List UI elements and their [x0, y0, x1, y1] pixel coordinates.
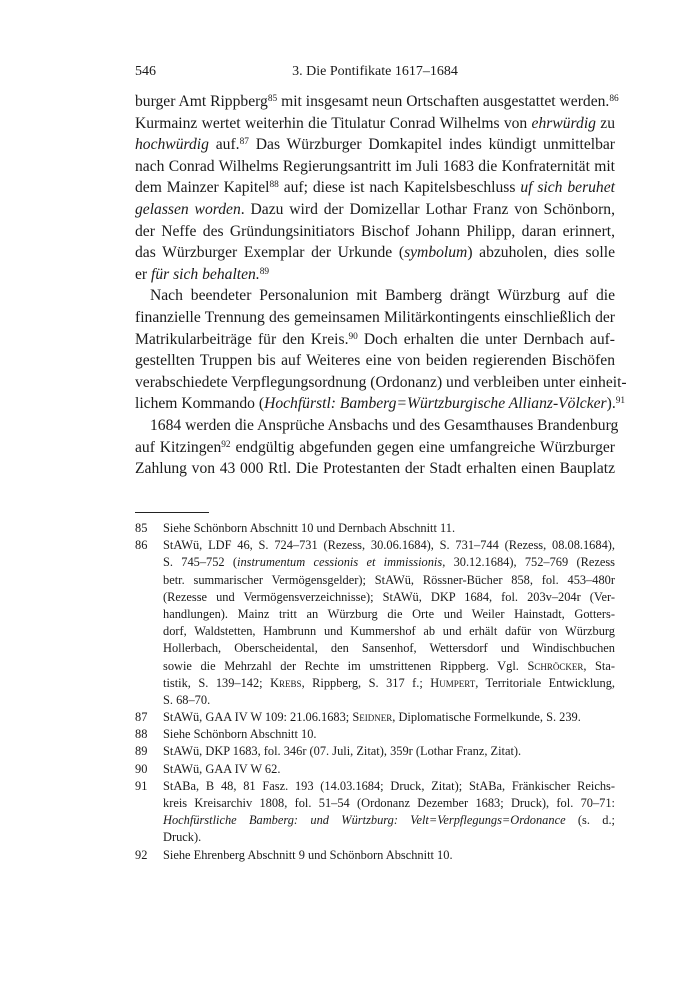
footnote-number: 86	[135, 538, 148, 553]
text-run: für sich behalten.	[151, 265, 260, 283]
footnote-line	[163, 658, 615, 675]
footnote-line	[163, 520, 615, 537]
body-line	[135, 242, 615, 264]
text-run: lichem Kommando (	[135, 395, 265, 413]
text-run: finanzielle Trennung des gemeinsamen Militärkontingents einschließlich der	[135, 308, 615, 326]
text-run: kreis Kreisarchiv 1808, fol. 51–54 (Ordonanz Dezember 1683; Druck), fol. 70–71:	[163, 796, 615, 810]
footnote-ref: 92	[221, 439, 231, 450]
text-run: betr. summarischer Vermögensgelder); StAWü, Rössner-Bücher 858, fol. 453–480r	[163, 572, 615, 587]
footnote	[135, 778, 615, 847]
text-run: S. 68–70.	[163, 692, 211, 707]
text-run: S. 745–752 (	[163, 555, 238, 570]
body-line	[135, 372, 627, 394]
footnote-line	[163, 623, 615, 640]
footnote-line	[163, 726, 615, 743]
footnote-line	[163, 795, 615, 812]
text-run: StABa, B 48, 81 Fasz. 193 (14.03.1684; Druck, Zitat); StABa, Fränkischer Reichs-	[163, 778, 615, 793]
text-run: Humpert	[430, 675, 476, 690]
body-line	[135, 329, 615, 351]
text-run: StAWü, GAA IV W 62.	[163, 761, 281, 776]
text-run: burger Amt Rippberg	[135, 93, 268, 110]
footnote-line	[163, 761, 615, 778]
text-run: instrumentum cessionis et immissionis	[237, 555, 443, 570]
text-run: nach Conrad Wilhelms Regierungsantritt im Juli 1683 die Konfraternität mit	[135, 157, 615, 175]
footnote-line	[163, 692, 615, 709]
footnote-number: 89	[135, 744, 148, 759]
text-run: dorf, Waldstetten, Hambrunn und Kummershof ab und erhält dafür von Würzburg	[163, 624, 615, 639]
footnote-ref: 91	[615, 396, 626, 407]
running-head: 3. Die Pontifikate 1617–1684	[292, 64, 458, 79]
text-run: , Sta-	[583, 658, 615, 673]
text-run: Zahlung von 43 000 Rtl. Die Protestanten der Stadt erhalten einen Bauplatz	[135, 460, 615, 478]
footnote-number: 90	[135, 761, 148, 776]
text-run: endgültig abgefunden gegen eine umfangreiche Würzburger	[230, 438, 615, 456]
text-run: , Territoriale Entwicklung,	[475, 675, 615, 690]
text-run: , Rippberg, S. 317 f.;	[301, 675, 431, 690]
footnote-number: 88	[135, 727, 148, 742]
text-run: gelassen worden	[135, 200, 241, 218]
footnote	[135, 726, 615, 743]
text-run: StAWü, DKP 1683, fol. 346r (07. Juli, Zitat), 359r (Lothar Franz, Zitat).	[163, 744, 522, 759]
footnote	[135, 537, 615, 709]
footnote-line	[163, 778, 615, 795]
footnote-rule	[135, 512, 209, 513]
footnote-number: 92	[135, 847, 148, 862]
text-run: mit insgesamt neun Ortschaften ausgestattet werden.	[277, 93, 610, 110]
footnote-number: 91	[135, 778, 148, 793]
text-run: gestellten Truppen bis auf Weiteres eine von beiden regierenden Bischöfen	[135, 352, 615, 370]
text-run: zu	[595, 114, 615, 132]
body-line	[135, 177, 615, 199]
footnote-ref: 86	[609, 93, 619, 104]
text-run: Siehe Ehrenberg Abschnitt 9 und Schönborn Abschnitt 10.	[163, 847, 453, 862]
text-run: verabschiedete Verpflegungsordnung (Ordonanz) und verbleiben unter einheit-	[135, 373, 627, 391]
footnote-line	[163, 589, 615, 606]
footnote-ref: 89	[259, 266, 270, 277]
body-line	[135, 199, 615, 221]
text-run: handlungen). Mainz tritt an Würzburg die Orte und Weiler Hainstadt, Gotters-	[163, 606, 615, 621]
body-line	[135, 113, 615, 135]
text-run: 1684 werden die Ansprüche Ansbachs und des Gesamthauses Brandenburg	[150, 416, 619, 434]
text-run: auf Kitzingen	[135, 438, 222, 456]
footnote-line	[163, 709, 615, 726]
body-line	[135, 264, 615, 286]
text-run: StAWü, GAA IV W 109: 21.06.1683;	[163, 710, 353, 725]
text-run: auf; diese ist nach Kapitelsbeschluss	[278, 179, 521, 197]
text-run: Hochfürstliche Bamberg: und Würtzburg: Velt=Verpflegungs=Ordonance	[163, 813, 566, 828]
footnote-ref: 88	[269, 180, 279, 191]
text-run: Siehe Schönborn Abschnitt 10.	[163, 727, 317, 742]
text-run: Nach beendeter Personalunion mit Bamberg drängt Würzburg auf die	[150, 287, 615, 305]
footnote	[135, 743, 615, 760]
footnote-line	[163, 537, 615, 554]
footnote-line	[163, 675, 615, 692]
text-run: Hochfürstl: Bamberg=Würtzburgische Allianz-Völcker	[264, 395, 607, 413]
text-run: symbolum	[404, 244, 468, 262]
text-run: er	[135, 265, 152, 283]
page-number: 546	[135, 64, 156, 79]
footnote-line	[163, 606, 615, 623]
text-run: , Diplomatische Formelkunde, S. 239.	[392, 710, 581, 725]
text-run: Druck).	[163, 830, 202, 845]
text-run: (s. d.;	[565, 813, 616, 828]
text-run: ehrwürdig	[531, 114, 596, 132]
text-run: auf.	[208, 136, 240, 154]
body-line	[135, 285, 615, 307]
body-line	[135, 307, 615, 329]
text-run: Doch erhalten die unter Dernbach auf-	[357, 330, 616, 348]
body-line	[135, 134, 615, 156]
footnote-line	[163, 847, 615, 864]
body-line	[135, 91, 619, 113]
footnote-line	[163, 743, 615, 760]
text-run: uf sich beruhet	[520, 179, 615, 197]
body-line	[135, 350, 615, 372]
text-run: dem Mainzer Kapitel	[135, 179, 270, 197]
footnote	[135, 520, 615, 537]
text-run: das Würzburger Exemplar der Urkunde (	[135, 244, 405, 262]
body-line	[135, 437, 615, 459]
text-run: , 30.12.1684), 752–769 (Rezess	[442, 555, 615, 570]
text-run: . Dazu wird der Domizellar Lothar Franz von Schönborn,	[240, 200, 615, 218]
text-run: Schröcker	[527, 658, 584, 673]
footnote-number: 87	[135, 710, 148, 725]
text-run: Seidner	[352, 710, 393, 725]
footnote-line	[163, 829, 615, 846]
text-run: sowie die Mehrzahl der Rechte im umstrittenen Rippberg. Vgl.	[163, 658, 528, 673]
footnote-line	[163, 812, 615, 829]
text-run: Das Würzburger Domkapitel indes kündigt unmittelbar	[248, 136, 615, 154]
footnote-ref: 90	[348, 331, 358, 342]
text-run: Krebs	[270, 675, 302, 690]
text-run: ).	[606, 395, 616, 413]
body-line	[135, 415, 619, 437]
text-run: StAWü, LDF 46, S. 724–731 (Rezess, 30.06.1684), S. 731–744 (Rezess, 08.08.1684),	[163, 538, 615, 553]
body-line	[135, 156, 615, 178]
footnote-line	[163, 572, 615, 589]
body-line	[135, 221, 615, 243]
footnote-line	[163, 554, 615, 571]
footnote-ref: 87	[239, 137, 249, 148]
text-run: (Rezesse und Vermögensverzeichnisse); StAWü, DKP 1684, fol. 203v–204r (Ver-	[163, 589, 615, 604]
footnote	[135, 847, 615, 864]
text-run: tistik, S. 139–142;	[163, 675, 271, 690]
text-run: Kurmainz wertet weiterhin die Titulatur Conrad Wilhelms von	[135, 114, 532, 132]
footnote	[135, 761, 615, 778]
text-run: Siehe Schönborn Abschnitt 10 und Dernbach Abschnitt 11.	[163, 521, 456, 535]
footnotes	[135, 520, 615, 864]
text-run: Hollerbach, Oberscheidental, den Sansenhof, Wettersdorf und Windischbuchen	[163, 641, 615, 656]
footnote-ref: 85	[267, 93, 278, 104]
main-text	[135, 91, 627, 480]
text-run: der Neffe des Gründungsinitiators Bischof Johann Philipp, daran erinnert,	[135, 222, 615, 240]
body-line	[135, 393, 626, 415]
footnote	[135, 709, 615, 726]
footnote-line	[163, 640, 615, 657]
text-run: ) abzuholen, dies solle	[467, 244, 615, 262]
body-line	[135, 458, 615, 480]
text-run: Matrikularbeiträge für den Kreis.	[135, 330, 349, 348]
text-run: hochwürdig	[135, 136, 209, 154]
footnote-number: 85	[135, 521, 148, 535]
